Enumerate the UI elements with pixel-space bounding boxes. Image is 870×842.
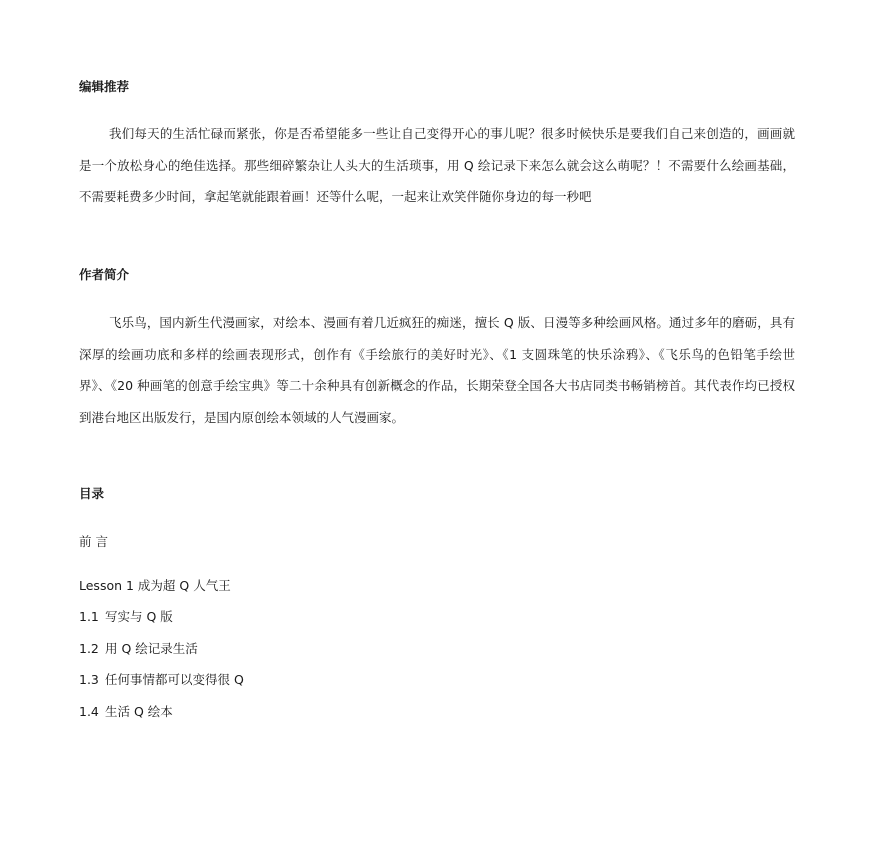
toc-item-number: 1.4 (79, 704, 99, 719)
editor-recommend-paragraph: 我们每天的生活忙碌而紧张，你是否希望能多一些让自己变得开心的事儿呢？很多时候快乐是要我们自己来创造的，画画就是一个放松身心的绝佳选择。那些细碎繁杂让人头大的生活琐事，用 Q 绘记录下来怎么就会这么萌呢？！不需要什么绘画基础，不需要耗费多少时间，拿起笔就能跟着画！还等什么呢，一起来让欢笑伴随你身边的每一秒吧 (79, 126, 795, 205)
toc-lesson-1: Lesson 1 成为超 Q 人气王 (79, 578, 231, 593)
author-heading: 作者简介 (79, 267, 130, 282)
toc-item (79, 671, 244, 689)
toc-item-title: 生活 Q 绘本 (104, 704, 173, 719)
editor-recommend-heading: 编辑推荐 (79, 79, 130, 94)
toc-item-number: 1.1 (79, 609, 99, 624)
toc-item-number: 1.2 (79, 641, 99, 656)
toc-item-number: 1.3 (79, 672, 99, 687)
author-paragraph: 飞乐鸟，国内新生代漫画家，对绘本、漫画有着几近疯狂的痴迷，擅长 Q 版、日漫等多种绘画风格。通过多年的磨砺，具有深厚的绘画功底和多样的绘画表现形式，创作有《手绘旅行的美好时光》、《1 支圆珠笔的快乐涂鸦》、《飞乐鸟的色铅笔手绘世界》、《20 种画笔的创意手绘宝典》等二十余种具有创新概念的作品，长期荣登全国各大书店同类书畅销榜首。其代表作均已授权到港台地区出版发行，是国内原创绘本领域的人气漫画家。 (79, 315, 795, 425)
toc-item (79, 703, 173, 721)
toc-item (79, 608, 173, 626)
toc-heading: 目录 (79, 486, 105, 501)
toc-item-title: 任何事情都可以变得很 Q (104, 672, 244, 687)
toc-item-title: 写实与 Q 版 (104, 609, 173, 624)
toc-preface: 前 言 (79, 534, 108, 549)
toc-item (79, 640, 198, 658)
toc-item-title: 用 Q 绘记录生活 (104, 641, 198, 656)
